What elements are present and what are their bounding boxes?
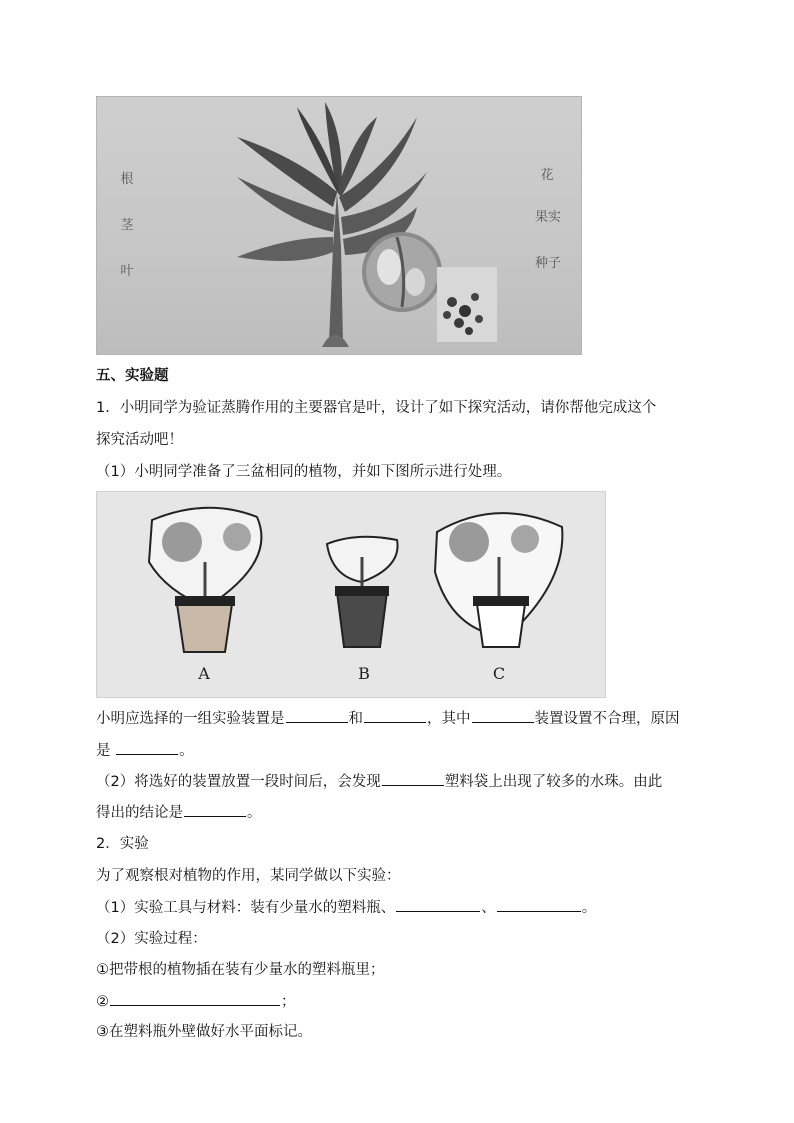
setup-label-a: A	[198, 664, 210, 683]
q2-step2-line	[96, 991, 296, 1012]
setup-label-b: B	[358, 664, 370, 683]
q2-step1: ①把带根的植物插在装有少量水的塑料瓶里；	[96, 962, 385, 978]
q1-part1: （1）小明同学准备了三盆相同的植物，并如下图所示进行处理。	[96, 464, 512, 480]
q2-materials-end: 。	[581, 900, 597, 916]
q2-step3: ③在塑料瓶外壁做好水平面标记。	[96, 1024, 312, 1040]
q1-fill-a-and: 和	[348, 711, 363, 727]
q1-part2-start: （2）将选好的装置放置一段时间后，会发现	[96, 774, 381, 790]
answer-blank-8[interactable]	[497, 897, 581, 912]
plant-organs-photo	[96, 96, 582, 355]
q2-materials-line	[96, 897, 596, 918]
q1-intro-line1: 1．小明同学为验证蒸腾作用的主要器官是叶，设计了如下探究活动，请你帮他完成这个	[96, 400, 657, 416]
q1-fill-a-end: 装置设置不合理，原因	[534, 711, 680, 727]
label-root: 根	[120, 172, 134, 187]
answer-blank-2[interactable]	[364, 708, 426, 723]
q2-title: 2．实验	[96, 836, 149, 852]
q2-step2-end: ；	[281, 994, 296, 1010]
setup-label-c: C	[492, 664, 506, 683]
q1-intro-line2: 探究活动吧！	[96, 432, 183, 448]
q2-materials-sep: 、	[481, 900, 496, 916]
q1-fill-b-start: 是	[96, 743, 116, 759]
answer-blank-9[interactable]	[110, 991, 280, 1006]
q2-materials-start: （1）实验工具与材料：装有少量水的塑料瓶、	[96, 900, 396, 916]
plant-photo-drawing	[97, 97, 581, 354]
q1-conclusion-start: 得出的结论是	[96, 805, 183, 821]
q2-intro: 为了观察根对植物的作用，某同学做以下实验：	[96, 868, 401, 884]
q2-step2-start: ②	[96, 994, 109, 1010]
q1-part2-line	[96, 771, 662, 792]
answer-blank-6[interactable]	[184, 802, 246, 817]
answer-blank-1[interactable]	[286, 708, 348, 723]
experiment-setup-photo	[96, 491, 606, 698]
q2-process: （2）实验过程：	[96, 931, 207, 947]
q1-fill-a-text: 小明应选择的一组实验装置是	[96, 711, 285, 727]
label-leaf: 叶	[120, 264, 134, 279]
label-fruit: 果实	[534, 210, 561, 225]
label-stem: 茎	[120, 218, 134, 233]
q1-fill-b-end: 。	[179, 743, 194, 759]
answer-blank-4[interactable]	[116, 740, 178, 755]
section-title: 五、实验题	[96, 368, 169, 384]
q1-conclusion-line	[96, 802, 262, 823]
answer-blank-7[interactable]	[396, 897, 480, 912]
label-seed: 种子	[534, 256, 561, 271]
q1-conclusion-end: 。	[247, 805, 262, 821]
q1-fill-line-b	[96, 740, 194, 761]
label-flower: 花	[540, 168, 554, 183]
q1-part2-end: 塑料袋上出现了较多的水珠。由此	[444, 774, 663, 790]
setup-drawing	[97, 492, 605, 697]
q1-fill-line-a	[96, 708, 680, 729]
q1-fill-a-mid: ，其中	[427, 711, 471, 727]
answer-blank-5[interactable]	[382, 771, 444, 786]
answer-blank-3[interactable]	[472, 708, 534, 723]
